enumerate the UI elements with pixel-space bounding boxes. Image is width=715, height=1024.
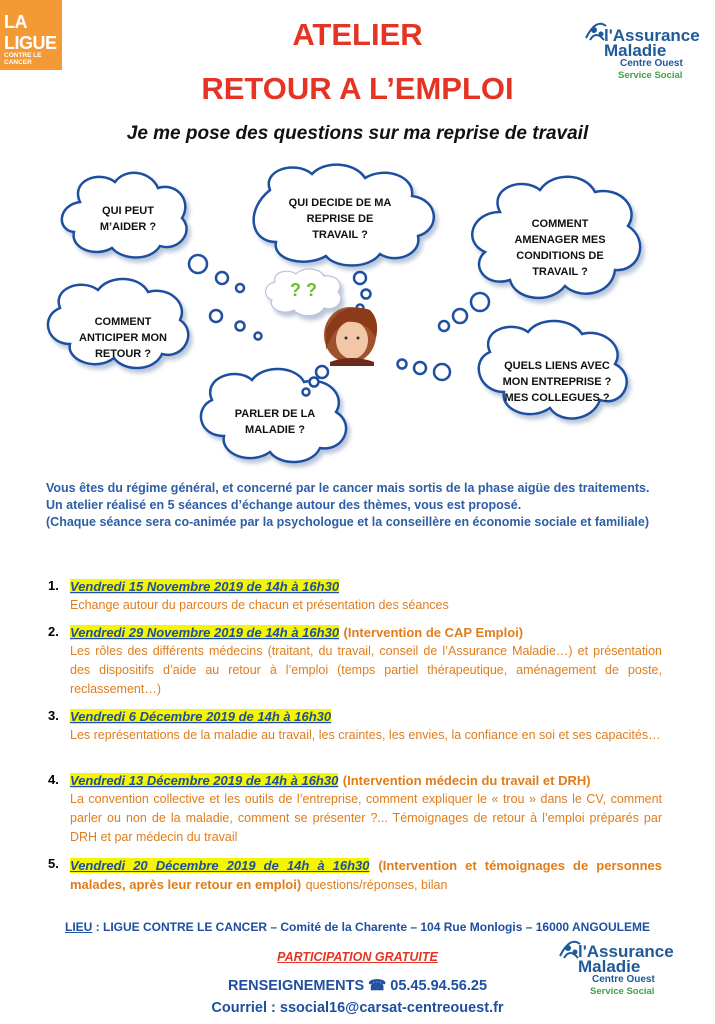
question-marks: ? ?	[290, 280, 317, 300]
session-2-note: (Intervention de CAP Emploi)	[343, 625, 524, 640]
cloud-3-line-2: AMENAGER MES	[514, 234, 606, 246]
session-5-date: Vendredi 20 Décembre 2019 de 14h à 16h30	[70, 858, 370, 873]
participation-gratuite: PARTICIPATION GRATUITE	[277, 950, 438, 964]
am-service: Service Social	[618, 70, 683, 81]
location-text: : LIGUE CONTRE LE CANCER – Comité de la Charente – 104 Rue Monlogis – 16000 ANGOULEME	[92, 920, 650, 934]
phone-icon: ☎	[368, 978, 387, 994]
session-3-desc: Les représentations de la maladie au travail, les craintes, les envies, la confiance en soi et ses capacités…	[70, 728, 661, 742]
cloud-5-line-3: MES COLLEGUES ?	[504, 392, 610, 404]
cloud-1-line-2: M’AIDER ?	[99, 221, 157, 233]
session-2-number: 2.	[48, 624, 59, 639]
am-brand-line2: Maladie	[604, 41, 667, 60]
session-4-desc: La convention collective et les outils de l’entreprise, comment expliquer le « trou » dans le CV, comment parler ou non de la maladie, comment se présenter ?... Témoignages de retour à l’emploi préparés par DRH et par médecin du travail	[70, 792, 662, 844]
assurance-maladie-logo-bottom	[556, 930, 696, 1000]
cloud-text-2	[270, 195, 410, 243]
am-bottom-brand-line2: Maladie	[578, 957, 641, 976]
cloud-3-line-1: COMMENT	[531, 218, 589, 230]
session-5-number: 5.	[48, 856, 59, 871]
courriel: Courriel : ssocial16@carsat-centreouest.fr	[211, 1000, 504, 1016]
am-bottom-service: Service Social	[590, 986, 655, 997]
cloud-5-line-2: MON ENTREPRISE ?	[502, 376, 612, 388]
intro-p2: Un atelier réalisé en 5 séances d’échange autour des thèmes, vous est proposé.	[46, 498, 522, 512]
session-1-desc: Echange autour du parcours de chacun et présentation des séances	[70, 598, 449, 612]
session-2	[48, 624, 662, 699]
session-1-number: 1.	[48, 578, 59, 593]
cloud-text-1	[78, 203, 178, 235]
ligue-logo-tagline: CONTRE LE CANCER	[4, 52, 42, 66]
cloud-2-line-2: REPRISE DE	[306, 213, 374, 225]
cloud-6-line-1: PARLER DE LA	[234, 408, 316, 420]
cloud-3-line-4: TRAVAIL ?	[532, 266, 588, 278]
renseignements-label: RENSEIGNEMENTS	[227, 978, 365, 994]
cloud-text-6	[220, 406, 330, 438]
cloud-4-line-2: ANTICIPER MON	[79, 332, 167, 344]
ligue-logo-name: LA LIGUE	[4, 12, 57, 53]
session-5	[48, 856, 662, 895]
cloud-4-line-3: RETOUR ?	[94, 348, 152, 360]
cloud-5-line-1: QUELS LIENS AVEC	[504, 360, 610, 372]
am-brand-line1: l'Assurance	[604, 26, 700, 45]
session-3	[48, 708, 662, 745]
session-2-desc: Les rôles des différents médecins (traitant, du travail, conseil de l’Assurance Maladie…) et présentation des dispositifs d’aide au retour à l’emploi (temps partiel thérapeutique, aménagement de poste, reclassement…)	[70, 644, 662, 696]
cloud-text-3	[500, 216, 620, 280]
session-4	[48, 772, 662, 847]
session-1	[48, 578, 662, 615]
session-1-date: Vendredi 15 Novembre 2019 de 14h à 16h30	[70, 579, 340, 594]
am-bottom-brand-line1: l'Assurance	[578, 942, 674, 961]
session-3-number: 3.	[48, 708, 59, 723]
title-line2: RETOUR A L’EMPLOI	[201, 71, 514, 106]
session-4-note: (Intervention médecin du travail et DRH)	[342, 773, 591, 788]
cloud-2-line-3: TRAVAIL ?	[312, 229, 368, 241]
subtitle: Je me pose des questions sur ma reprise de travail	[126, 123, 589, 144]
am-bottom-region: Centre Ouest	[592, 974, 655, 985]
session-3-date: Vendredi 6 Décembre 2019 de 14h à 16h30	[70, 709, 332, 724]
cloud-4-line-1: COMMENT	[94, 316, 152, 328]
session-4-date: Vendredi 13 Décembre 2019 de 14h à 16h30	[70, 773, 339, 788]
cloud-text-5	[492, 358, 622, 406]
thinking-woman-image	[324, 307, 377, 366]
session-5-desc: questions/réponses, bilan	[305, 878, 448, 892]
cloud-2-line-1: QUI DECIDE DE MA	[288, 197, 392, 209]
intro-p3: (Chaque séance sera co-animée par la psychologue et la conseillère en économie sociale et familiale)	[46, 515, 650, 529]
cloud-text-4	[68, 314, 178, 362]
cloud-3-line-3: CONDITIONS DE	[516, 250, 604, 262]
session-5-note: (Intervention et témoignages de personnes malades, après leur retour en emploi)	[70, 858, 663, 892]
cloud-1-line-1: QUI PEUT	[102, 205, 154, 217]
phone-number: 05.45.94.56.25	[390, 978, 488, 994]
intro-p1: Vous êtes du régime général, et concerné par le cancer mais sortis de la phase aigüe des traitements.	[46, 481, 650, 495]
session-2-date: Vendredi 29 Novembre 2019 de 14h à 16h30	[70, 625, 340, 640]
title-line1: ATELIER	[292, 17, 423, 52]
intro-block	[46, 480, 666, 531]
cloud-6-line-2: MALADIE ?	[245, 424, 305, 436]
session-4-number: 4.	[48, 772, 59, 787]
am-region: Centre Ouest	[620, 58, 683, 69]
location-label: LIEU	[64, 920, 93, 934]
